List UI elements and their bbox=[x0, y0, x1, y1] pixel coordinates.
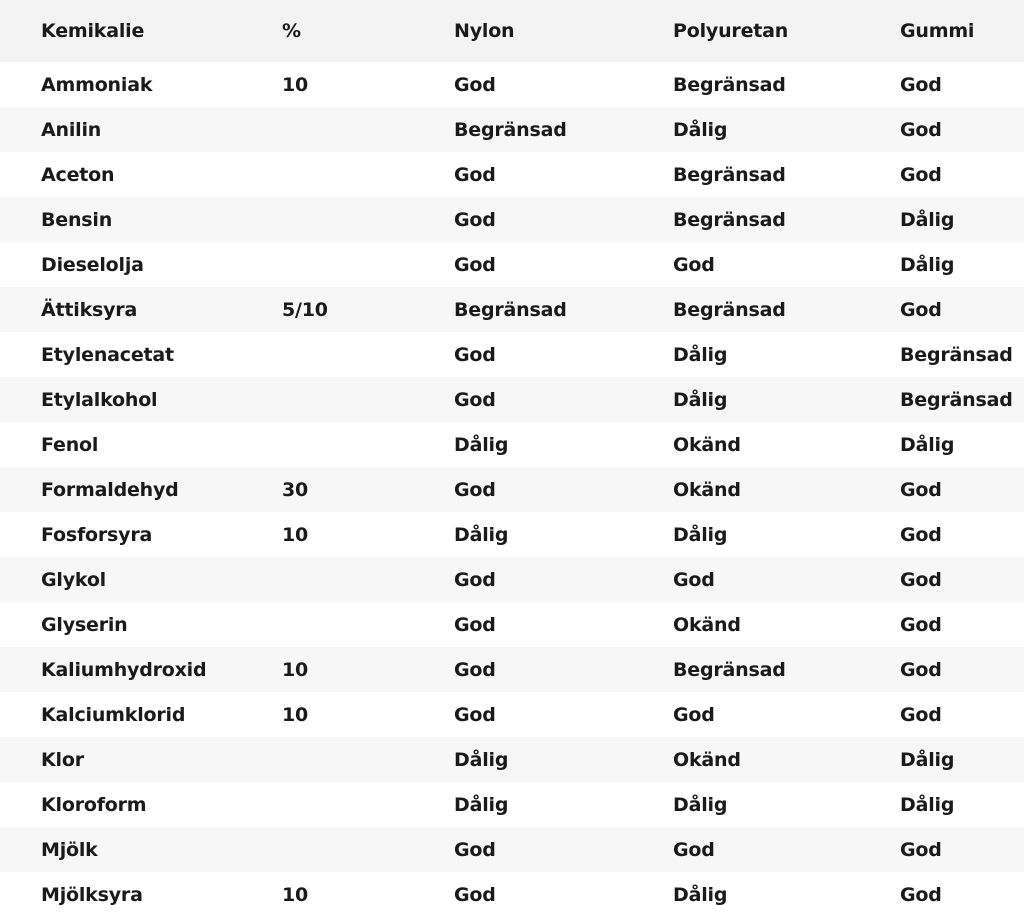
cell-polyuretan: Okänd bbox=[635, 467, 861, 512]
cell-kemikalie: Bensin bbox=[0, 197, 243, 242]
cell-nylon: Dålig bbox=[416, 782, 635, 827]
cell-polyuretan: God bbox=[635, 242, 861, 287]
cell-gummi: Dålig bbox=[861, 782, 1024, 827]
cell-nylon: God bbox=[416, 872, 635, 917]
table-row bbox=[0, 107, 1024, 152]
cell-nylon: God bbox=[416, 557, 635, 602]
cell-gummi: God bbox=[861, 152, 1024, 197]
cell-nylon: God bbox=[416, 62, 635, 107]
cell-polyuretan: Dålig bbox=[635, 332, 861, 377]
cell-polyuretan: Dålig bbox=[635, 107, 861, 152]
cell-polyuretan: Dålig bbox=[635, 782, 861, 827]
header-gummi: Gummi bbox=[861, 0, 1024, 62]
cell-polyuretan: God bbox=[635, 692, 861, 737]
cell-polyuretan: Okänd bbox=[635, 422, 861, 467]
cell-gummi: Dålig bbox=[861, 197, 1024, 242]
cell-gummi: Dålig bbox=[861, 422, 1024, 467]
cell-kemikalie: Glyserin bbox=[0, 602, 243, 647]
table-row bbox=[0, 332, 1024, 377]
cell-nylon: God bbox=[416, 602, 635, 647]
cell-percent bbox=[243, 377, 416, 422]
header-percent: % bbox=[243, 0, 416, 62]
cell-percent: 30 bbox=[243, 467, 416, 512]
cell-nylon: God bbox=[416, 692, 635, 737]
table-row bbox=[0, 512, 1024, 557]
cell-gummi: Begränsad bbox=[861, 332, 1024, 377]
cell-gummi: Dålig bbox=[861, 242, 1024, 287]
cell-percent bbox=[243, 197, 416, 242]
cell-percent bbox=[243, 827, 416, 872]
table-row bbox=[0, 602, 1024, 647]
cell-percent bbox=[243, 152, 416, 197]
cell-nylon: God bbox=[416, 647, 635, 692]
cell-percent: 10 bbox=[243, 692, 416, 737]
cell-polyuretan: God bbox=[635, 827, 861, 872]
header-polyuretan: Polyuretan bbox=[635, 0, 861, 62]
cell-gummi: God bbox=[861, 467, 1024, 512]
cell-gummi: God bbox=[861, 647, 1024, 692]
cell-nylon: God bbox=[416, 332, 635, 377]
cell-kemikalie: Glykol bbox=[0, 557, 243, 602]
cell-kemikalie: Dieselolja bbox=[0, 242, 243, 287]
cell-nylon: God bbox=[416, 152, 635, 197]
table-row bbox=[0, 377, 1024, 422]
cell-percent bbox=[243, 737, 416, 782]
cell-percent bbox=[243, 422, 416, 467]
cell-gummi: God bbox=[861, 872, 1024, 917]
cell-percent bbox=[243, 242, 416, 287]
header-row bbox=[0, 0, 1024, 62]
cell-nylon: God bbox=[416, 197, 635, 242]
cell-percent bbox=[243, 557, 416, 602]
table-row bbox=[0, 737, 1024, 782]
table-row bbox=[0, 872, 1024, 917]
cell-gummi: God bbox=[861, 602, 1024, 647]
cell-polyuretan: Begränsad bbox=[635, 62, 861, 107]
cell-kemikalie: Kloroform bbox=[0, 782, 243, 827]
table-row bbox=[0, 422, 1024, 467]
table-row bbox=[0, 467, 1024, 512]
cell-kemikalie: Mjölk bbox=[0, 827, 243, 872]
cell-gummi: God bbox=[861, 107, 1024, 152]
cell-kemikalie: Fosforsyra bbox=[0, 512, 243, 557]
cell-kemikalie: Formaldehyd bbox=[0, 467, 243, 512]
table-row bbox=[0, 557, 1024, 602]
table-row bbox=[0, 152, 1024, 197]
cell-polyuretan: Okänd bbox=[635, 602, 861, 647]
cell-nylon: God bbox=[416, 242, 635, 287]
cell-gummi: God bbox=[861, 827, 1024, 872]
cell-polyuretan: Begränsad bbox=[635, 152, 861, 197]
cell-percent bbox=[243, 107, 416, 152]
cell-percent: 5/10 bbox=[243, 287, 416, 332]
cell-polyuretan: Dålig bbox=[635, 512, 861, 557]
table-row bbox=[0, 62, 1024, 107]
table-row bbox=[0, 692, 1024, 737]
cell-polyuretan: Dålig bbox=[635, 377, 861, 422]
cell-gummi: God bbox=[861, 287, 1024, 332]
cell-percent bbox=[243, 782, 416, 827]
cell-percent bbox=[243, 332, 416, 377]
cell-polyuretan: Okänd bbox=[635, 737, 861, 782]
cell-gummi: Begränsad bbox=[861, 377, 1024, 422]
cell-nylon: Dålig bbox=[416, 737, 635, 782]
table-body bbox=[0, 62, 1024, 917]
table-row bbox=[0, 287, 1024, 332]
header-kemikalie: Kemikalie bbox=[0, 0, 243, 62]
cell-polyuretan: Begränsad bbox=[635, 287, 861, 332]
cell-kemikalie: Ättiksyra bbox=[0, 287, 243, 332]
cell-nylon: Begränsad bbox=[416, 287, 635, 332]
cell-kemikalie: Etylalkohol bbox=[0, 377, 243, 422]
cell-kemikalie: Aceton bbox=[0, 152, 243, 197]
cell-nylon: Dålig bbox=[416, 512, 635, 557]
cell-kemikalie: Fenol bbox=[0, 422, 243, 467]
cell-nylon: God bbox=[416, 827, 635, 872]
cell-percent: 10 bbox=[243, 512, 416, 557]
cell-polyuretan: God bbox=[635, 557, 861, 602]
cell-kemikalie: Etylenacetat bbox=[0, 332, 243, 377]
cell-polyuretan: Begränsad bbox=[635, 647, 861, 692]
cell-kemikalie: Mjölksyra bbox=[0, 872, 243, 917]
cell-kemikalie: Kalciumklorid bbox=[0, 692, 243, 737]
cell-percent: 10 bbox=[243, 647, 416, 692]
cell-gummi: God bbox=[861, 557, 1024, 602]
cell-kemikalie: Klor bbox=[0, 737, 243, 782]
cell-nylon: Dålig bbox=[416, 422, 635, 467]
cell-nylon: Begränsad bbox=[416, 107, 635, 152]
cell-gummi: Dålig bbox=[861, 737, 1024, 782]
header-nylon: Nylon bbox=[416, 0, 635, 62]
table-row bbox=[0, 242, 1024, 287]
cell-nylon: God bbox=[416, 467, 635, 512]
table-row bbox=[0, 782, 1024, 827]
cell-kemikalie: Ammoniak bbox=[0, 62, 243, 107]
table-row bbox=[0, 827, 1024, 872]
cell-percent: 10 bbox=[243, 872, 416, 917]
cell-kemikalie: Anilin bbox=[0, 107, 243, 152]
cell-polyuretan: Begränsad bbox=[635, 197, 861, 242]
table-header bbox=[0, 0, 1024, 62]
cell-nylon: God bbox=[416, 377, 635, 422]
cell-percent bbox=[243, 602, 416, 647]
table-row bbox=[0, 197, 1024, 242]
cell-kemikalie: Kaliumhydroxid bbox=[0, 647, 243, 692]
cell-gummi: God bbox=[861, 512, 1024, 557]
cell-gummi: God bbox=[861, 692, 1024, 737]
cell-polyuretan: Dålig bbox=[635, 872, 861, 917]
cell-percent: 10 bbox=[243, 62, 416, 107]
table-row bbox=[0, 647, 1024, 692]
cell-gummi: God bbox=[861, 62, 1024, 107]
